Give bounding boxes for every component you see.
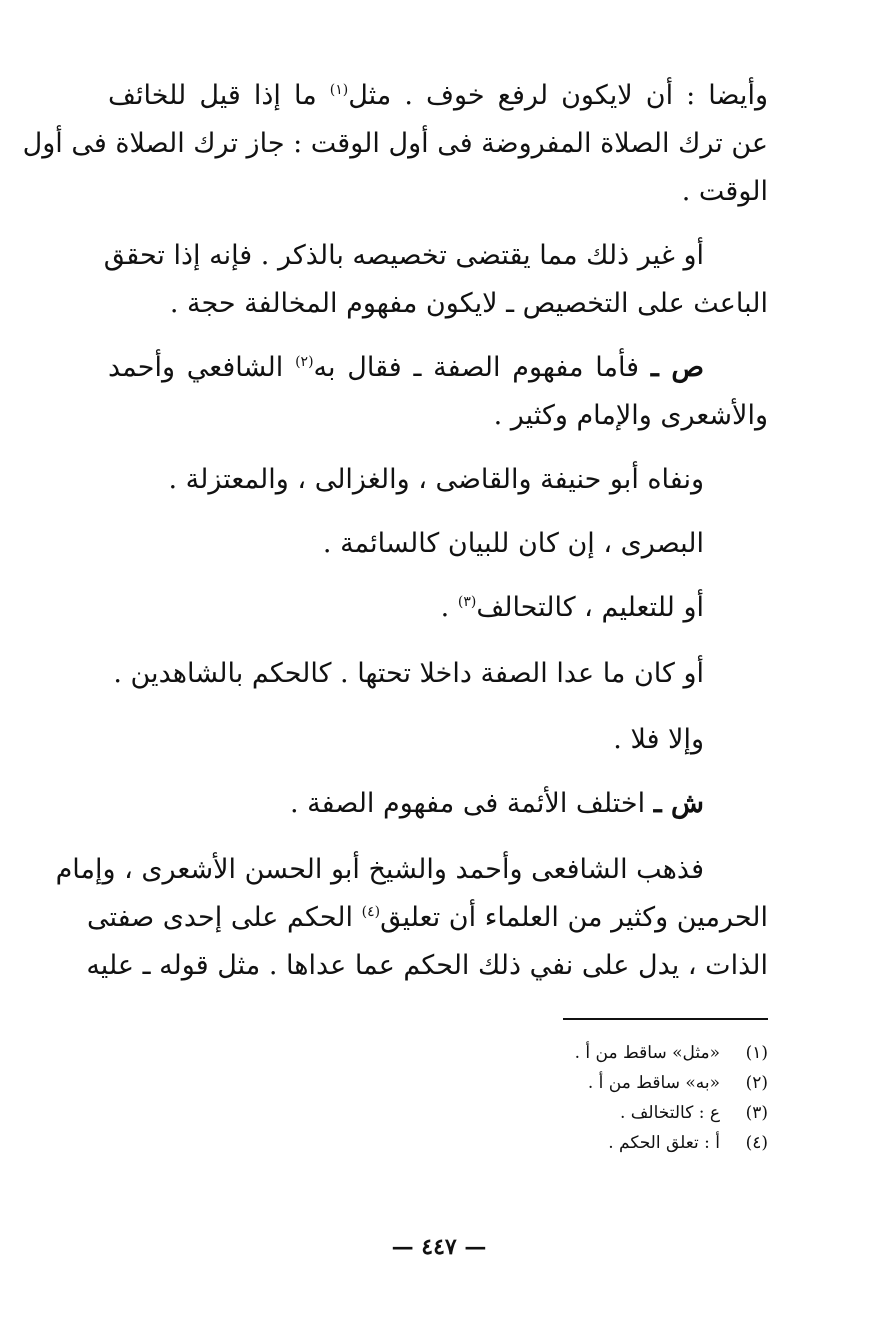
footnote-4-number: (٤) xyxy=(745,1133,768,1153)
paragraph-5: البصرى ، إن كان للبيان كالسائمة . xyxy=(322,528,704,559)
footnote-1 xyxy=(575,1038,768,1068)
paragraph-3-line-2: والأشعرى والإمام وكثير . xyxy=(493,400,768,431)
paragraph-8: وإلا فلا . xyxy=(613,724,704,755)
footnote-separator xyxy=(563,1018,768,1020)
paragraph-9: ش ـ اختلف الأئمة فى مفهوم الصفة . xyxy=(289,788,704,819)
paragraph-2-line-1: أو غير ذلك مما يقتضى تخصيصه بالذكر . فإنه إذا تحقق xyxy=(103,240,704,271)
footnote-1-text: «مثل» ساقط من أ . xyxy=(574,1043,720,1063)
footnote-4 xyxy=(608,1128,768,1158)
paragraph-3-line-1: ص ـ فأما مفهوم الصفة ـ فقال به$^{(٢)}$ الشافعي وأحمد xyxy=(108,352,705,383)
footnote-ref-3: (٣) xyxy=(457,594,477,610)
section-marker-shin: ش ـ xyxy=(653,788,704,819)
section-marker-sad: ص ـ xyxy=(650,352,705,383)
paragraph-10-line-2: الحرمين وكثير من العلماء أن تعليق$^{(٤)}$ الحكم على إحدى صفتى xyxy=(86,902,768,933)
footnote-ref-4: (٤) xyxy=(361,904,381,920)
paragraph-1-line-1: وأيضا : أن لايكون لرفع خوف . مثل$^{(١)}$ ما إذا قيل للخائف xyxy=(108,80,768,111)
footnote-3-number: (٣) xyxy=(745,1103,768,1123)
paragraph-10-line-1: فذهب الشافعى وأحمد والشيخ أبو الحسن الأشعرى ، وإمام xyxy=(55,854,704,885)
paragraph-1-line-2: عن ترك الصلاة المفروضة فى أول الوقت : جاز ترك الصلاة فى أول xyxy=(22,128,768,159)
paragraph-2-line-2: الباعث على التخصيص ـ لايكون مفهوم المخالفة حجة . xyxy=(169,288,768,319)
footnote-4-text: أ : تعلق الحكم . xyxy=(608,1133,720,1153)
page-number: — ٤٤٧ — xyxy=(391,1234,487,1260)
footnote-3 xyxy=(620,1098,768,1128)
footnote-2 xyxy=(588,1068,768,1098)
paragraph-10-line-3: الذات ، يدل على نفي ذلك الحكم عما عداها . مثل قوله ـ عليه xyxy=(86,950,768,981)
footnote-3-text: ع : كالتخالف . xyxy=(620,1103,720,1123)
paragraph-1-line-3: الوقت . xyxy=(681,176,768,207)
paragraph-7: أو كان ما عدا الصفة داخلا تحتها . كالحكم بالشاهدين . xyxy=(113,658,704,689)
footnote-ref-2: (٢) xyxy=(295,354,314,370)
footnote-2-number: (٢) xyxy=(745,1073,768,1093)
paragraph-4: ونفاه أبو حنيفة والقاضى ، والغزالى ، والمعتزلة . xyxy=(168,464,704,495)
footnote-2-text: «به» ساقط من أ . xyxy=(587,1073,720,1093)
paragraph-6: أو للتعليم ، كالتحالف$^{(٣)}$ . xyxy=(440,592,704,623)
footnote-ref-1: (١) xyxy=(329,82,349,98)
footnote-1-number: (١) xyxy=(745,1043,768,1063)
